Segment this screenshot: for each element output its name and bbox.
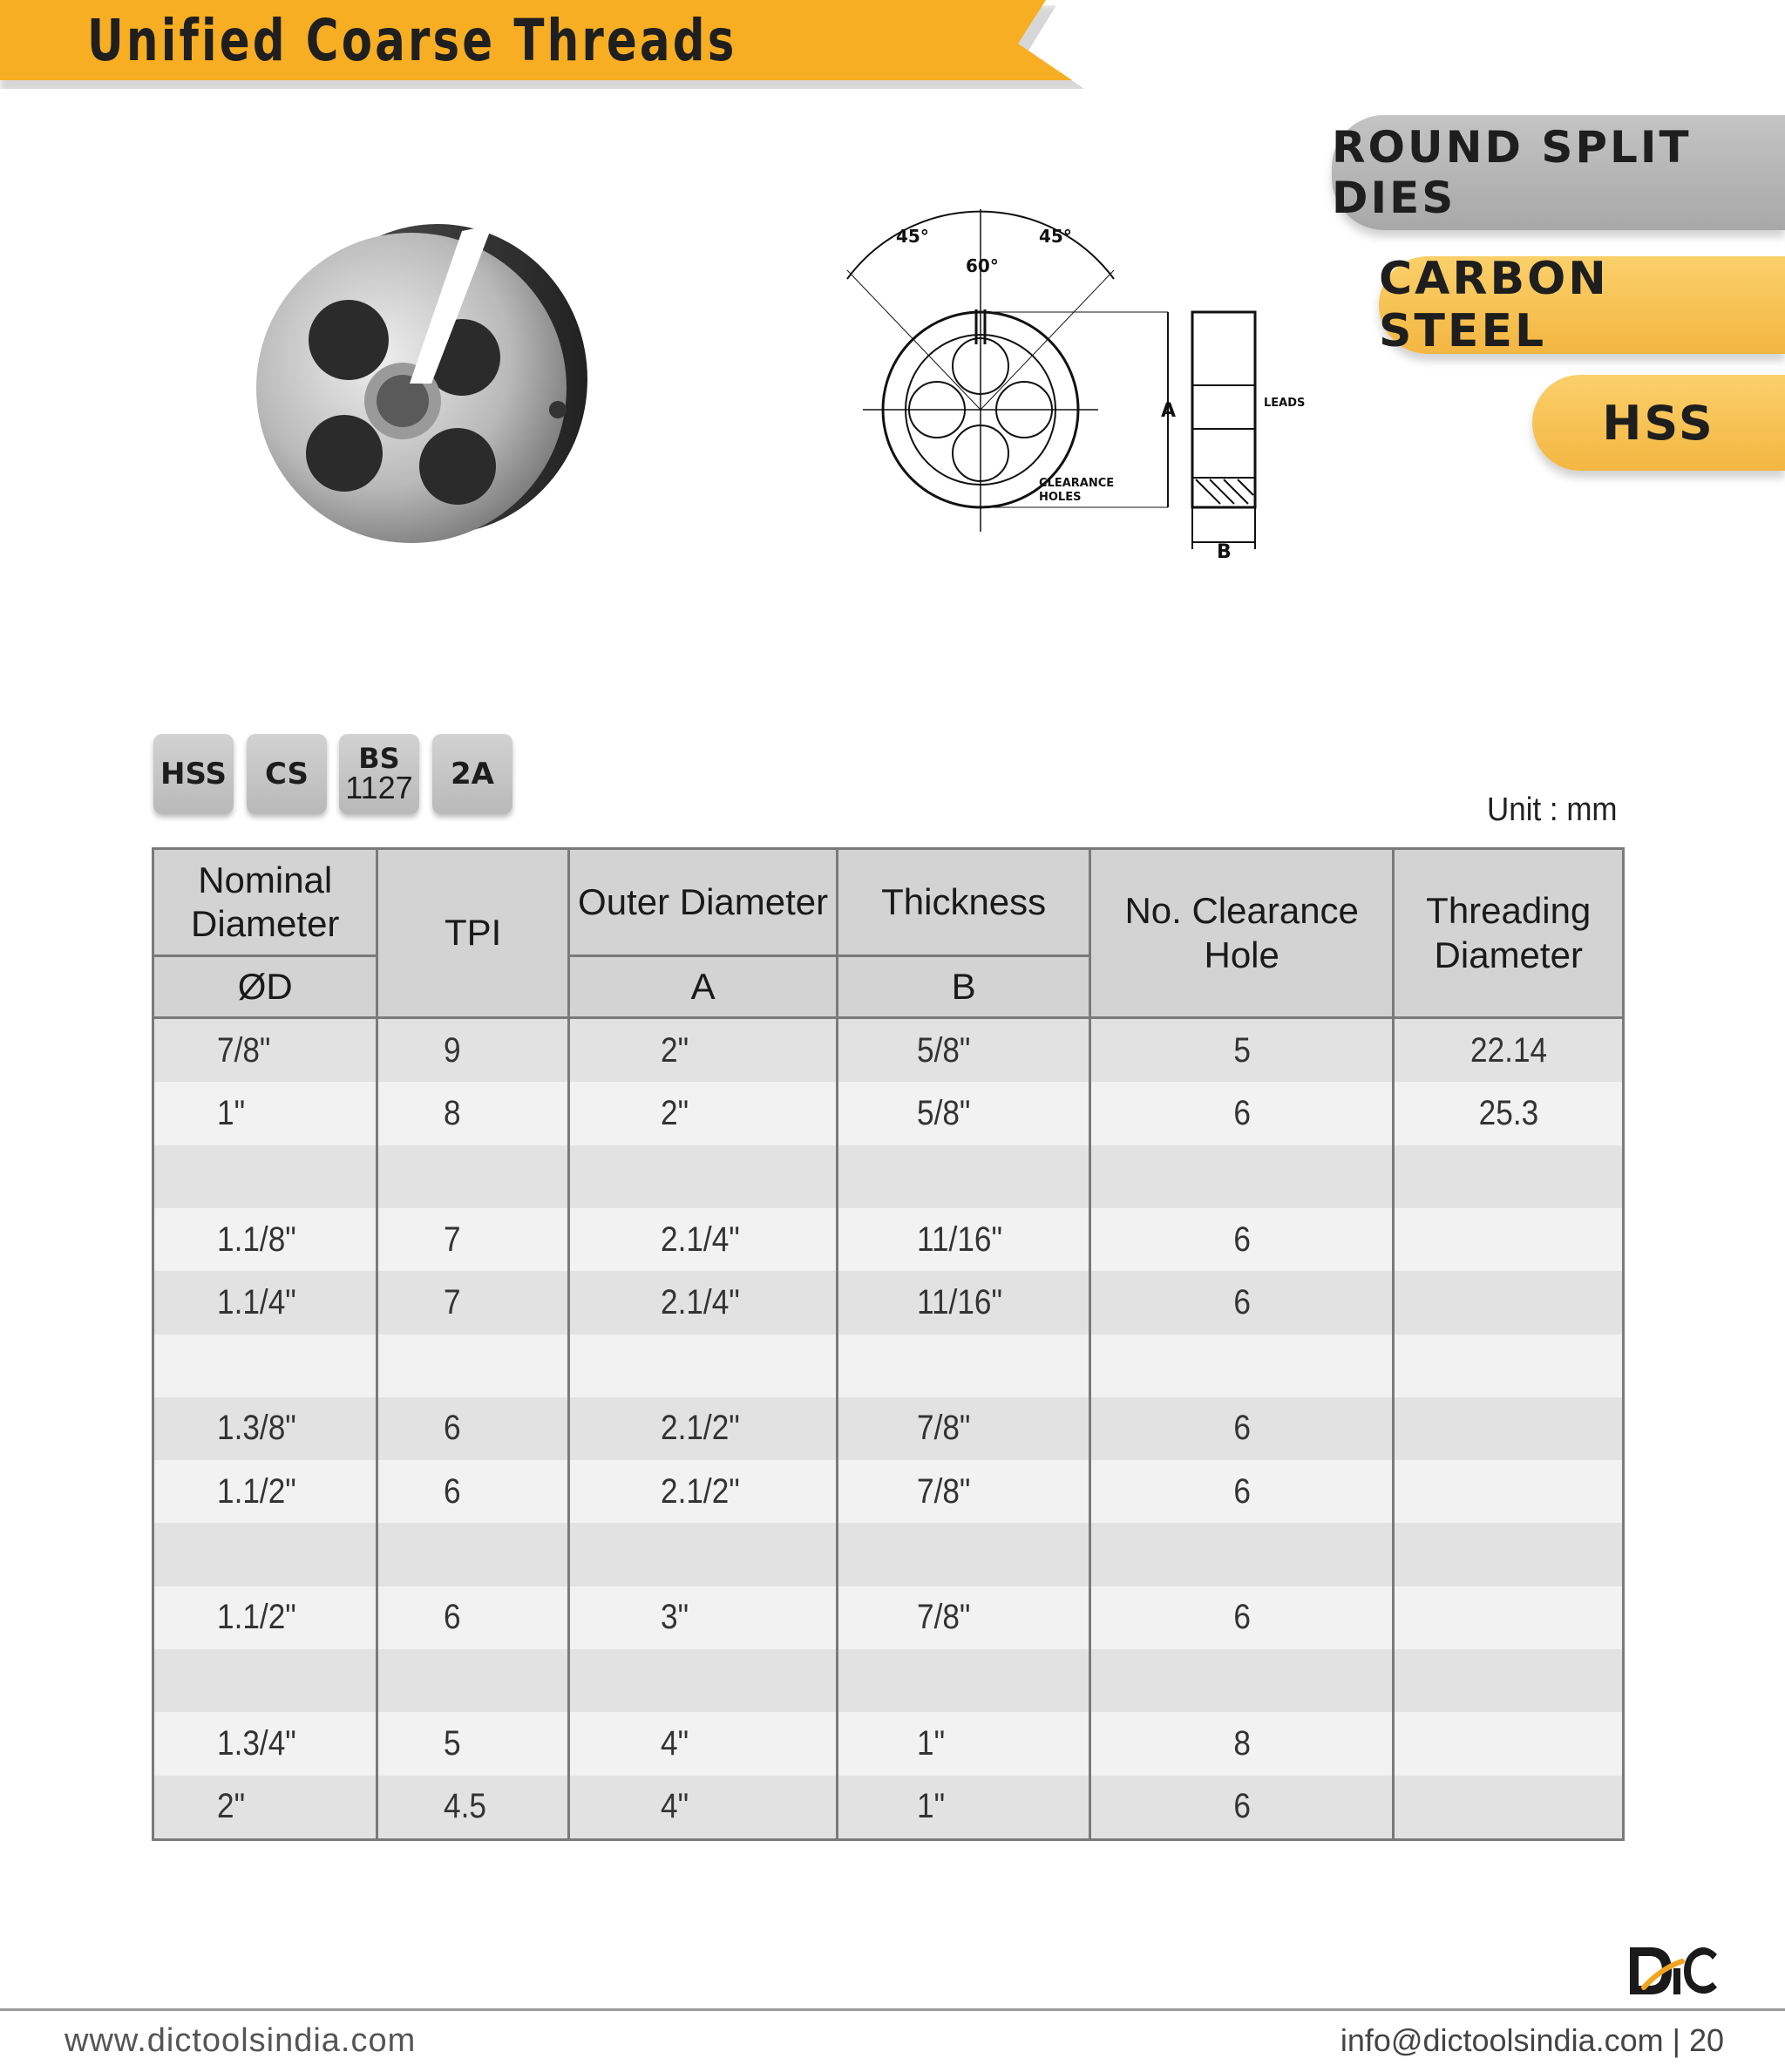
cell-threading: [1394, 1712, 1624, 1775]
badge-hss-label: HSS: [160, 757, 227, 791]
table-row: [153, 1397, 1624, 1460]
cell-tpi: [377, 1082, 568, 1145]
dimension-a-label: A: [1161, 400, 1177, 422]
cell-thickness: [838, 1397, 1090, 1460]
cell-nominal-value: 2": [217, 1787, 246, 1826]
cell-thickness-value: 11/16": [917, 1282, 1003, 1321]
cell-nominal: [153, 1397, 377, 1460]
badge-2a-label: 2A: [451, 757, 494, 791]
cell-thickness: [838, 1145, 1090, 1208]
cell-clearance-value: 6: [1232, 1093, 1251, 1132]
cell-tpi-value: 8: [444, 1093, 462, 1132]
cell-outer: [568, 1649, 838, 1712]
cell-outer-value: 3": [660, 1598, 689, 1637]
cell-thickness: [838, 1018, 1090, 1083]
cell-outer: [568, 1712, 838, 1775]
cell-tpi-value: 5: [444, 1723, 462, 1763]
cell-thickness-value: 1": [917, 1723, 946, 1763]
cell-clearance-value: 6: [1232, 1471, 1251, 1511]
cell-tpi: [377, 1460, 568, 1523]
cell-clearance-value: 6: [1232, 1598, 1251, 1637]
cell-tpi: [377, 1335, 568, 1397]
cell-tpi-value: 4.5: [444, 1787, 487, 1826]
col-subheader-b: B: [838, 956, 1090, 1018]
angle-left-label: 45°: [896, 226, 929, 247]
badge-bs-label: BS: [358, 742, 400, 775]
cell-tpi: [377, 1776, 568, 1840]
col-header-outer-diameter: Outer Diameter: [568, 849, 838, 956]
cell-tpi-value: 6: [444, 1409, 462, 1448]
cell-clearance-value: 6: [1232, 1787, 1251, 1826]
cell-nominal-value: 1.3/8": [217, 1409, 296, 1448]
cell-outer-value: 2.1/4": [660, 1219, 740, 1259]
cell-nominal-value: 7/8": [217, 1030, 271, 1070]
col-subheader-a: A: [568, 956, 838, 1018]
cell-thickness-value: 7/8": [917, 1409, 971, 1448]
cell-thickness: [838, 1523, 1090, 1586]
cell-threading: [1394, 1271, 1624, 1334]
table-row: [153, 1018, 1624, 1083]
table-row: [153, 1271, 1624, 1334]
clearance-label: CLEARANCE: [1039, 477, 1115, 490]
cell-outer-value: 4": [660, 1723, 689, 1763]
cell-thickness-value: 5/8": [917, 1093, 971, 1132]
footer-divider: [0, 2008, 1785, 2011]
footer-website-link[interactable]: www.dictoolsindia.com: [64, 2022, 417, 2059]
cell-threading: [1394, 1082, 1624, 1145]
cell-nominal-value: 1.1/2": [217, 1598, 296, 1637]
cell-outer-value: 2": [660, 1030, 689, 1070]
cell-outer: [568, 1018, 838, 1083]
cell-outer: [568, 1397, 838, 1460]
cell-nominal-value: 1": [217, 1093, 246, 1132]
cell-clearance: [1089, 1776, 1394, 1840]
cell-clearance: [1089, 1397, 1394, 1460]
cell-clearance: [1089, 1082, 1394, 1145]
cell-clearance: [1089, 1335, 1394, 1397]
cell-threading: [1394, 1460, 1624, 1523]
cell-threading: [1394, 1586, 1624, 1649]
cell-threading: [1394, 1208, 1624, 1271]
cell-clearance-value: 8: [1232, 1723, 1251, 1763]
table-row: [153, 1335, 1624, 1397]
badge-bs-number: 1127: [345, 770, 413, 805]
cell-thickness: [838, 1082, 1090, 1145]
cell-nominal-value: 1.1/2": [217, 1471, 296, 1511]
cell-nominal: [153, 1649, 377, 1712]
cell-outer: [568, 1586, 838, 1649]
cell-nominal: [153, 1523, 377, 1586]
cell-outer-value: 2": [660, 1093, 689, 1132]
cell-tpi: [377, 1271, 568, 1334]
cell-tpi: [377, 1523, 568, 1586]
cell-nominal: [153, 1145, 377, 1208]
cell-thickness-value: 7/8": [917, 1471, 971, 1511]
cell-clearance: [1089, 1460, 1394, 1523]
cell-nominal: [153, 1271, 377, 1334]
cell-tpi-value: 6: [444, 1471, 462, 1511]
table-row: [153, 1082, 1624, 1145]
cell-tpi: [377, 1208, 568, 1271]
cell-clearance-value: 5: [1232, 1030, 1251, 1070]
cell-nominal: [153, 1082, 377, 1145]
cell-tpi-value: 6: [444, 1598, 462, 1637]
tag-carbon-steel: CARBON STEEL: [1379, 256, 1785, 354]
cell-thickness-value: 11/16": [917, 1219, 1003, 1259]
badge-thread-class: [432, 734, 512, 814]
cell-nominal: [153, 1018, 377, 1083]
dimension-b-label: B: [1217, 541, 1232, 563]
cell-threading: [1394, 1018, 1624, 1083]
cell-thickness: [838, 1460, 1090, 1523]
die-product-image: [244, 218, 593, 558]
cell-nominal-value: 1.1/8": [217, 1219, 296, 1259]
col-header-threading-diameter: Threading Diameter: [1394, 849, 1624, 1018]
table-row: [153, 1776, 1624, 1840]
cell-tpi: [377, 1397, 568, 1460]
cell-tpi-value: 9: [444, 1030, 462, 1070]
cell-threading: [1394, 1776, 1624, 1840]
cell-nominal: [153, 1586, 377, 1649]
badge-cs: [247, 734, 327, 814]
cell-thickness: [838, 1776, 1090, 1840]
cell-tpi: [377, 1586, 568, 1649]
cell-threading: [1394, 1649, 1624, 1712]
cell-outer: [568, 1335, 838, 1397]
unit-label: Unit : mm: [1487, 791, 1618, 828]
cell-outer-value: 2.1/2": [660, 1409, 740, 1448]
cell-outer: [568, 1460, 838, 1523]
cell-threading: [1394, 1397, 1624, 1460]
table-row: [153, 1586, 1624, 1649]
cell-clearance: [1089, 1208, 1394, 1271]
badge-hss: [153, 734, 234, 814]
holes-label: HOLES: [1039, 491, 1082, 504]
col-header-tpi: TPI: [377, 849, 568, 1018]
cell-outer-value: 2.1/2": [660, 1471, 740, 1511]
cell-clearance-value: 6: [1232, 1409, 1251, 1448]
cell-tpi: [377, 1018, 568, 1083]
cell-nominal: [153, 1335, 377, 1397]
cell-outer: [568, 1145, 838, 1208]
cell-thickness: [838, 1335, 1090, 1397]
col-header-thickness: Thickness: [838, 849, 1090, 956]
cell-clearance: [1089, 1145, 1394, 1208]
col-header-nominal-diameter: Nominal Diameter: [153, 849, 377, 956]
cell-clearance: [1089, 1586, 1394, 1649]
cell-thickness: [838, 1586, 1090, 1649]
tag-round-split-dies: ROUND SPLIT DIES: [1332, 115, 1785, 230]
cell-clearance: [1089, 1523, 1394, 1586]
cell-threading: [1394, 1523, 1624, 1586]
cell-outer: [568, 1776, 838, 1840]
cell-threading-value: 25.3: [1478, 1093, 1539, 1132]
table-row: [153, 1460, 1624, 1523]
cell-outer-value: 4": [660, 1787, 689, 1826]
cell-outer-value: 2.1/4": [660, 1282, 740, 1321]
cell-tpi: [377, 1712, 568, 1775]
cell-thickness-value: 5/8": [917, 1030, 971, 1070]
cell-outer: [568, 1082, 838, 1145]
cell-threading: [1394, 1335, 1624, 1397]
page-title: Unified Coarse Threads: [87, 7, 737, 74]
cell-clearance-value: 6: [1232, 1282, 1251, 1321]
cell-nominal-value: 1.3/4": [217, 1723, 296, 1763]
cell-thickness-value: 7/8": [917, 1598, 971, 1637]
cell-nominal: [153, 1712, 377, 1775]
leads-label: LEADS: [1264, 397, 1306, 410]
cell-threading-value: 22.14: [1469, 1030, 1547, 1070]
cell-thickness: [838, 1649, 1090, 1712]
tag-hss: HSS: [1532, 375, 1785, 471]
cell-nominal-value: 1.1/4": [217, 1282, 296, 1321]
cell-clearance-value: 6: [1232, 1219, 1251, 1259]
cell-thickness: [838, 1712, 1090, 1775]
angle-right-label: 45°: [1039, 226, 1072, 247]
cell-nominal: [153, 1776, 377, 1840]
table-row: [153, 1523, 1624, 1586]
table-header-row: [153, 849, 1624, 956]
cell-tpi-value: 7: [444, 1282, 462, 1321]
specifications-table: [152, 847, 1625, 1841]
cell-clearance: [1089, 1271, 1394, 1334]
badge-cs-label: CS: [264, 757, 309, 791]
die-technical-drawing: [837, 200, 1325, 567]
cell-nominal: [153, 1208, 377, 1271]
angle-center-label: 60°: [966, 255, 999, 276]
col-header-clearance-hole: No. Clearance Hole: [1089, 849, 1394, 1018]
cell-tpi: [377, 1145, 568, 1208]
cell-clearance: [1089, 1649, 1394, 1712]
dic-logo: [1626, 1942, 1719, 2000]
cell-tpi: [377, 1649, 568, 1712]
cell-tpi-value: 7: [444, 1219, 462, 1259]
cell-outer: [568, 1208, 838, 1271]
cell-outer: [568, 1271, 838, 1334]
cell-threading: [1394, 1145, 1624, 1208]
table-row: [153, 1145, 1624, 1208]
cell-outer: [568, 1523, 838, 1586]
cell-clearance: [1089, 1712, 1394, 1775]
cell-thickness: [838, 1208, 1090, 1271]
badge-bs-1127: [339, 734, 419, 814]
cell-thickness: [838, 1271, 1090, 1334]
cell-thickness-value: 1": [917, 1787, 946, 1826]
col-subheader-od: ØD: [153, 956, 377, 1018]
table-row: [153, 1208, 1624, 1271]
cell-nominal: [153, 1460, 377, 1523]
table-row: [153, 1712, 1624, 1775]
footer-contact[interactable]: info@dictoolsindia.com | 20: [1340, 2022, 1724, 2058]
cell-clearance: [1089, 1018, 1394, 1083]
table-row: [153, 1649, 1624, 1712]
